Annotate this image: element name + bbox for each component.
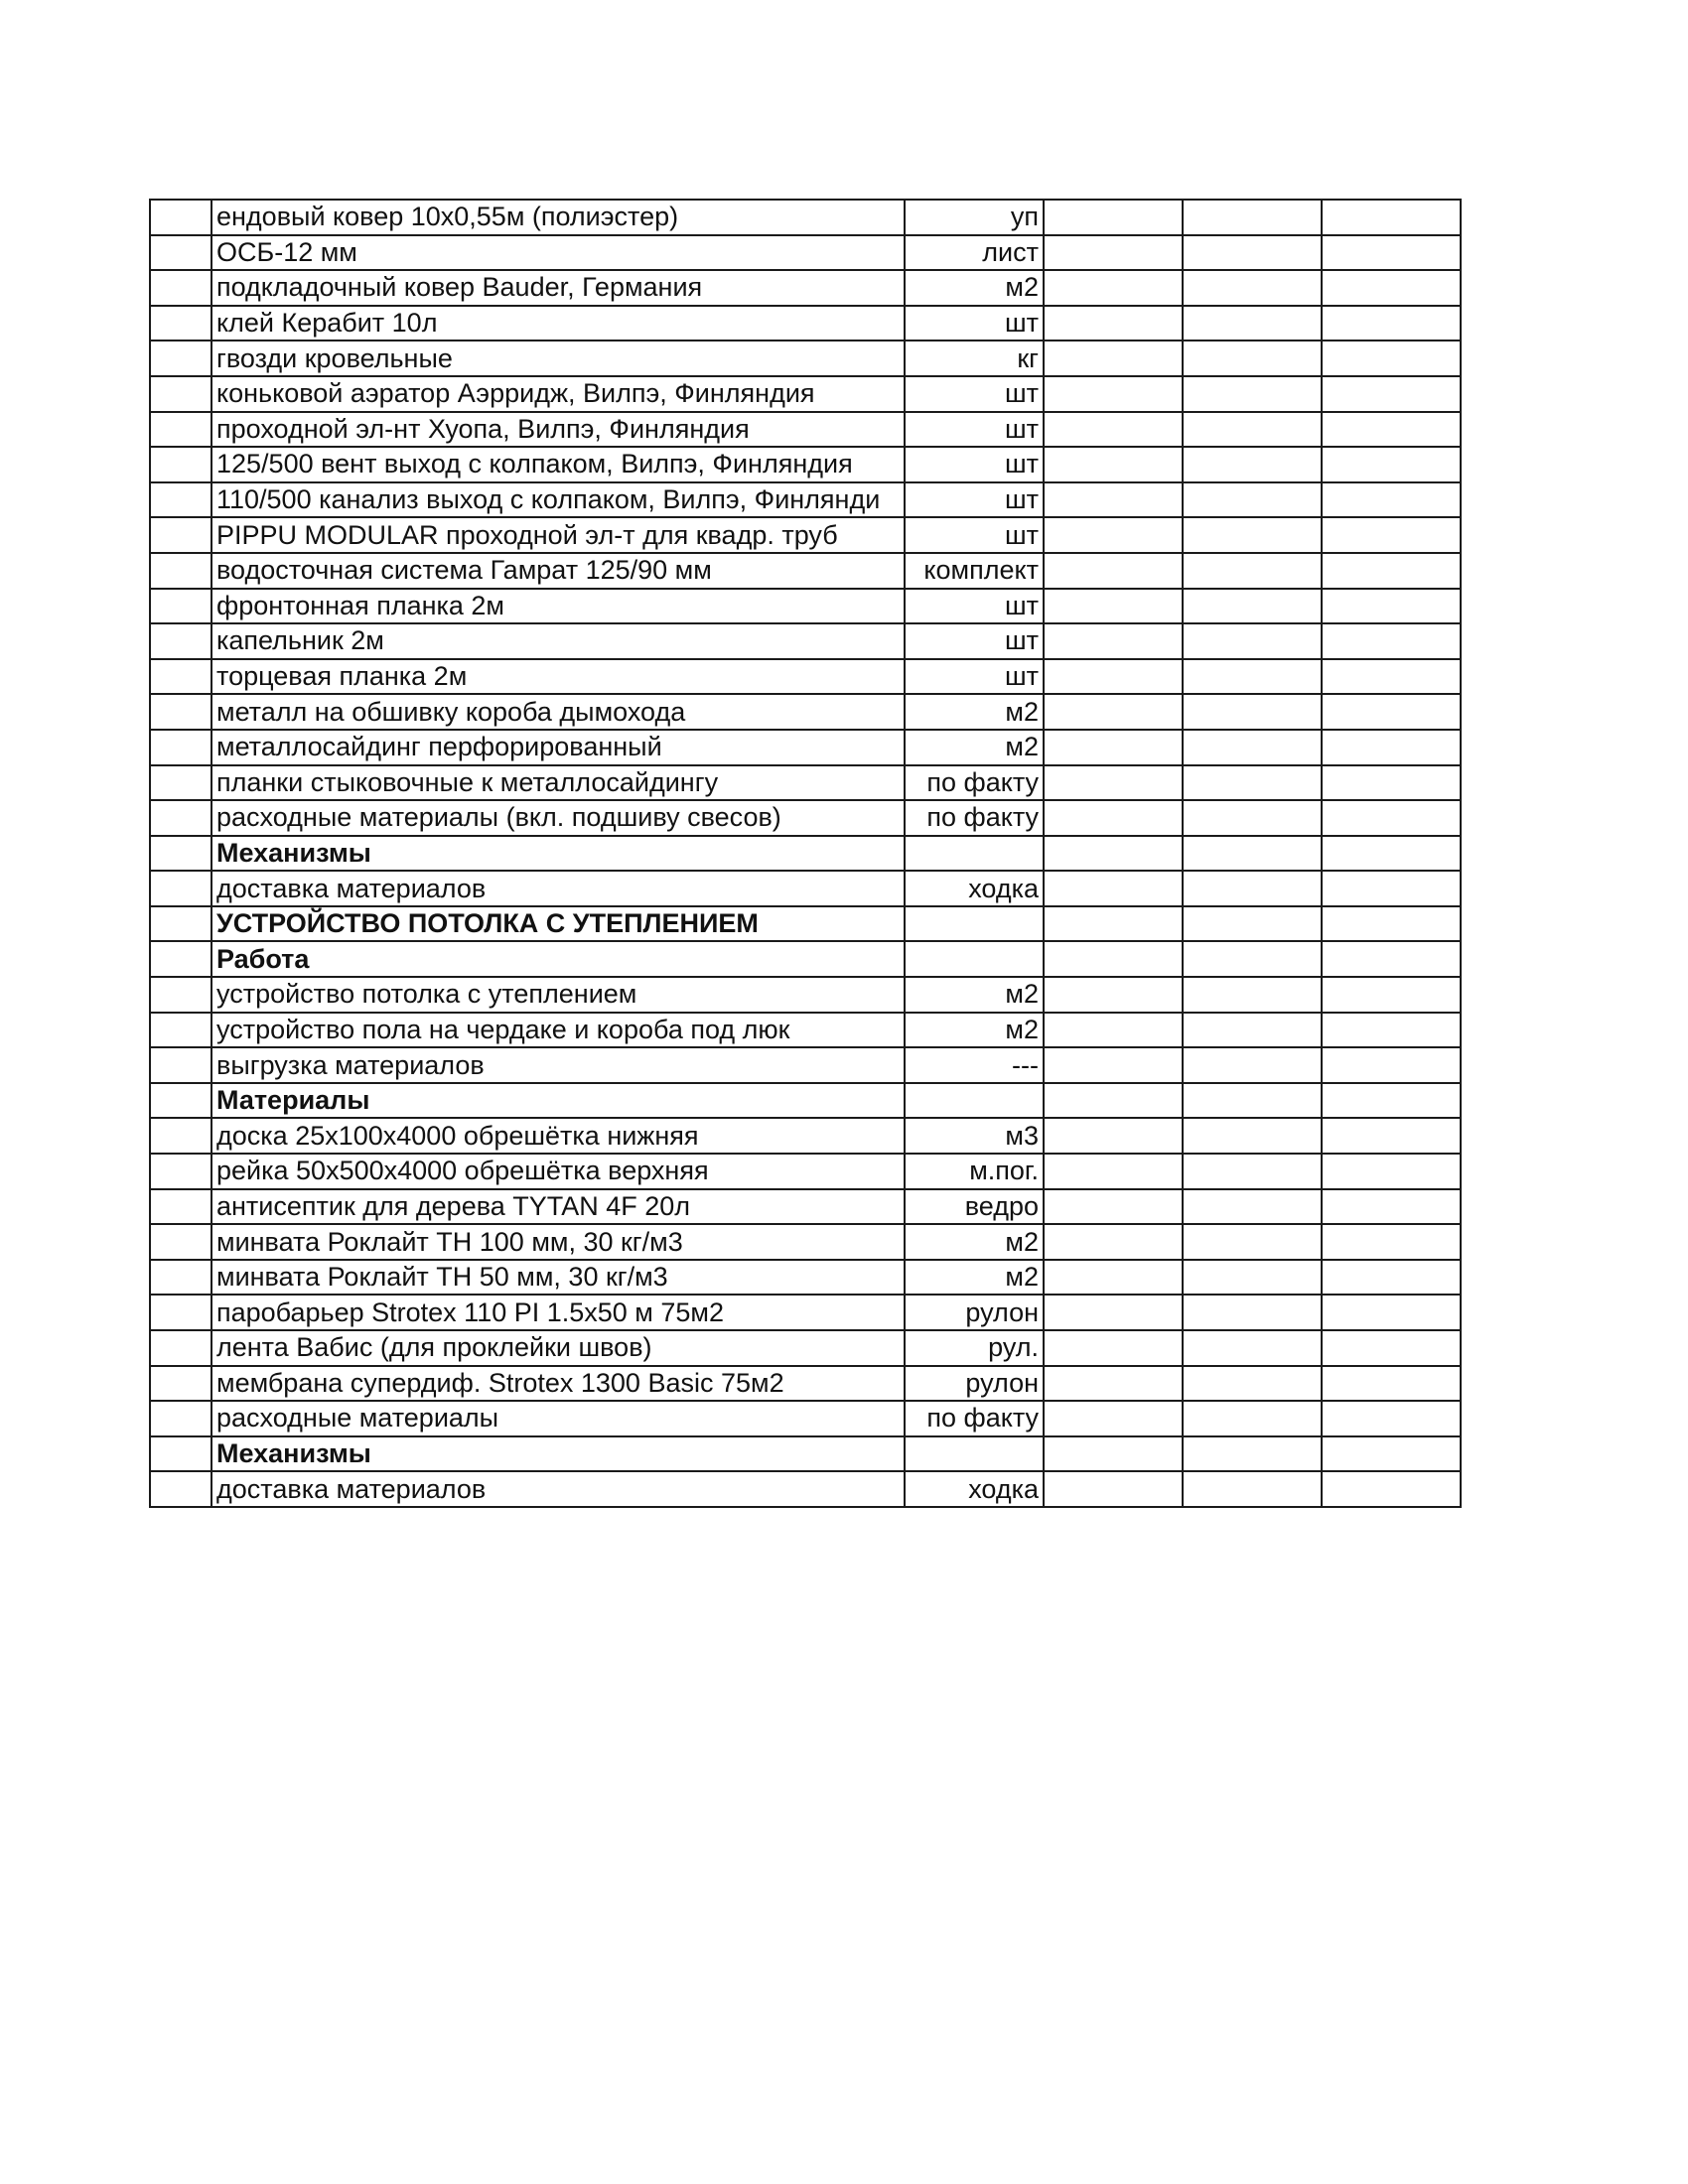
price-cell: [1183, 1366, 1322, 1402]
group-header-row: [150, 1083, 1461, 1119]
item-name-cell: клей Керабит 10л: [211, 306, 905, 341]
table-row: [150, 765, 1461, 801]
quantity-cell: [1044, 1224, 1183, 1260]
row-number-cell: [150, 270, 211, 306]
quantity-cell: [1044, 1436, 1183, 1472]
total-cell: [1322, 589, 1461, 624]
row-number-cell: [150, 1189, 211, 1225]
price-cell: [1183, 1401, 1322, 1436]
item-name-cell: планки стыковочные к металлосайдингу: [211, 765, 905, 801]
unit-cell: м2: [905, 1224, 1044, 1260]
row-number-cell: [150, 1401, 211, 1436]
row-number-cell: [150, 447, 211, 482]
quantity-cell: [1044, 589, 1183, 624]
table-row: [150, 977, 1461, 1013]
item-name-cell: 125/500 вент выход с колпаком, Вилпэ, Финляндия: [211, 447, 905, 482]
row-number-cell: [150, 1295, 211, 1330]
unit-cell: по факту: [905, 765, 1044, 801]
row-number-cell: [150, 306, 211, 341]
quantity-cell: [1044, 412, 1183, 448]
unit-cell: м2: [905, 730, 1044, 765]
price-cell: [1183, 906, 1322, 942]
row-number-cell: [150, 412, 211, 448]
quantity-cell: [1044, 836, 1183, 872]
total-cell: [1322, 836, 1461, 872]
quantity-cell: [1044, 553, 1183, 589]
row-number-cell: [150, 871, 211, 906]
unit-cell: рулон: [905, 1366, 1044, 1402]
item-name-cell: доставка материалов: [211, 1471, 905, 1507]
price-cell: [1183, 447, 1322, 482]
quantity-cell: [1044, 871, 1183, 906]
price-cell: [1183, 659, 1322, 695]
quantity-cell: [1044, 1189, 1183, 1225]
total-cell: [1322, 1366, 1461, 1402]
unit-cell: [905, 836, 1044, 872]
row-number-cell: [150, 1471, 211, 1507]
item-name-cell: металлосайдинг перфорированный: [211, 730, 905, 765]
item-name-cell: устройство пола на чердаке и короба под люк: [211, 1013, 905, 1048]
item-name-cell: 110/500 канализ выход с колпаком, Вилпэ, Финлянди: [211, 482, 905, 518]
unit-cell: [905, 1083, 1044, 1119]
unit-cell: м2: [905, 1013, 1044, 1048]
quantity-cell: [1044, 694, 1183, 730]
group-header-row: [150, 941, 1461, 977]
price-cell: [1183, 800, 1322, 836]
price-cell: [1183, 1083, 1322, 1119]
total-cell: [1322, 941, 1461, 977]
section-title-row: [150, 906, 1461, 942]
unit-cell: ходка: [905, 1471, 1044, 1507]
item-name-cell: устройство потолка с утеплением: [211, 977, 905, 1013]
unit-cell: уп: [905, 200, 1044, 235]
total-cell: [1322, 906, 1461, 942]
price-cell: [1183, 1118, 1322, 1154]
price-cell: [1183, 765, 1322, 801]
item-name-cell: расходные материалы (вкл. подшиву свесов): [211, 800, 905, 836]
quantity-cell: [1044, 341, 1183, 376]
total-cell: [1322, 1260, 1461, 1296]
item-name-cell: водосточная система Гамрат 125/90 мм: [211, 553, 905, 589]
quantity-cell: [1044, 765, 1183, 801]
total-cell: [1322, 765, 1461, 801]
row-number-cell: [150, 659, 211, 695]
item-name-cell: лента Вабис (для проклейки швов): [211, 1330, 905, 1366]
quantity-cell: [1044, 1366, 1183, 1402]
total-cell: [1322, 871, 1461, 906]
price-cell: [1183, 482, 1322, 518]
unit-cell: кг: [905, 341, 1044, 376]
quantity-cell: [1044, 447, 1183, 482]
table-row: [150, 1295, 1461, 1330]
unit-cell: м2: [905, 1260, 1044, 1296]
row-number-cell: [150, 517, 211, 553]
row-number-cell: [150, 1083, 211, 1119]
price-cell: [1183, 200, 1322, 235]
group-header-row: [150, 836, 1461, 872]
unit-cell: лист: [905, 235, 1044, 271]
unit-cell: шт: [905, 623, 1044, 659]
group-header-row: [150, 1436, 1461, 1472]
row-number-cell: [150, 1047, 211, 1083]
price-cell: [1183, 977, 1322, 1013]
row-number-cell: [150, 1330, 211, 1366]
row-number-cell: [150, 977, 211, 1013]
row-number-cell: [150, 482, 211, 518]
quantity-cell: [1044, 376, 1183, 412]
section-title: УСТРОЙСТВО ПОТОЛКА С УТЕПЛЕНИЕМ: [211, 906, 905, 942]
table-row: [150, 1013, 1461, 1048]
row-number-cell: [150, 941, 211, 977]
unit-cell: шт: [905, 447, 1044, 482]
unit-cell: шт: [905, 306, 1044, 341]
total-cell: [1322, 1401, 1461, 1436]
item-name-cell: фронтонная планка 2м: [211, 589, 905, 624]
item-name-cell: гвозди кровельные: [211, 341, 905, 376]
row-number-cell: [150, 1224, 211, 1260]
price-cell: [1183, 1224, 1322, 1260]
quantity-cell: [1044, 659, 1183, 695]
price-cell: [1183, 1330, 1322, 1366]
table-row: [150, 1154, 1461, 1189]
item-name-cell: выгрузка материалов: [211, 1047, 905, 1083]
price-cell: [1183, 376, 1322, 412]
row-number-cell: [150, 1013, 211, 1048]
quantity-cell: [1044, 1260, 1183, 1296]
total-cell: [1322, 659, 1461, 695]
quantity-cell: [1044, 1401, 1183, 1436]
table-row: [150, 659, 1461, 695]
price-cell: [1183, 1154, 1322, 1189]
row-number-cell: [150, 906, 211, 942]
total-cell: [1322, 235, 1461, 271]
item-name-cell: антисептик для дерева TYTAN 4F 20л: [211, 1189, 905, 1225]
table-row: [150, 517, 1461, 553]
row-number-cell: [150, 1154, 211, 1189]
unit-cell: шт: [905, 589, 1044, 624]
group-header: Механизмы: [211, 836, 905, 872]
table-row: [150, 235, 1461, 271]
row-number-cell: [150, 589, 211, 624]
item-name-cell: минвата Роклайт ТН 50 мм, 30 кг/м3: [211, 1260, 905, 1296]
total-cell: [1322, 1330, 1461, 1366]
item-name-cell: доставка материалов: [211, 871, 905, 906]
quantity-cell: [1044, 1047, 1183, 1083]
row-number-cell: [150, 765, 211, 801]
price-cell: [1183, 270, 1322, 306]
quantity-cell: [1044, 1330, 1183, 1366]
item-name-cell: рейка 50х500х4000 обрешётка верхняя: [211, 1154, 905, 1189]
table-row: [150, 270, 1461, 306]
total-cell: [1322, 1047, 1461, 1083]
unit-cell: шт: [905, 659, 1044, 695]
price-cell: [1183, 412, 1322, 448]
quantity-cell: [1044, 1471, 1183, 1507]
table-row: [150, 1401, 1461, 1436]
total-cell: [1322, 341, 1461, 376]
price-cell: [1183, 1047, 1322, 1083]
price-cell: [1183, 694, 1322, 730]
price-cell: [1183, 623, 1322, 659]
row-number-cell: [150, 376, 211, 412]
table-row: [150, 694, 1461, 730]
group-header: Механизмы: [211, 1436, 905, 1472]
item-name-cell: ОСБ-12 мм: [211, 235, 905, 271]
row-number-cell: [150, 235, 211, 271]
price-cell: [1183, 1189, 1322, 1225]
item-name-cell: капельник 2м: [211, 623, 905, 659]
unit-cell: [905, 906, 1044, 942]
quantity-cell: [1044, 800, 1183, 836]
estimate-table-body: [150, 200, 1461, 1507]
item-name-cell: доска 25х100х4000 обрешётка нижняя: [211, 1118, 905, 1154]
estimate-table: [149, 199, 1462, 1508]
unit-cell: ---: [905, 1047, 1044, 1083]
quantity-cell: [1044, 730, 1183, 765]
unit-cell: м3: [905, 1118, 1044, 1154]
price-cell: [1183, 836, 1322, 872]
unit-cell: ходка: [905, 871, 1044, 906]
item-name-cell: коньковой аэратор Аэрридж, Вилпэ, Финляндия: [211, 376, 905, 412]
total-cell: [1322, 1083, 1461, 1119]
item-name-cell: металл на обшивку короба дымохода: [211, 694, 905, 730]
unit-cell: [905, 941, 1044, 977]
table-row: [150, 871, 1461, 906]
unit-cell: м.пог.: [905, 1154, 1044, 1189]
total-cell: [1322, 800, 1461, 836]
row-number-cell: [150, 694, 211, 730]
row-number-cell: [150, 800, 211, 836]
unit-cell: по факту: [905, 800, 1044, 836]
total-cell: [1322, 200, 1461, 235]
price-cell: [1183, 341, 1322, 376]
total-cell: [1322, 482, 1461, 518]
quantity-cell: [1044, 941, 1183, 977]
table-row: [150, 200, 1461, 235]
unit-cell: комплект: [905, 553, 1044, 589]
unit-cell: м2: [905, 270, 1044, 306]
table-row: [150, 376, 1461, 412]
row-number-cell: [150, 836, 211, 872]
row-number-cell: [150, 1118, 211, 1154]
quantity-cell: [1044, 1083, 1183, 1119]
total-cell: [1322, 1224, 1461, 1260]
quantity-cell: [1044, 200, 1183, 235]
price-cell: [1183, 1260, 1322, 1296]
quantity-cell: [1044, 306, 1183, 341]
unit-cell: рул.: [905, 1330, 1044, 1366]
price-cell: [1183, 871, 1322, 906]
unit-cell: м2: [905, 694, 1044, 730]
row-number-cell: [150, 553, 211, 589]
unit-cell: по факту: [905, 1401, 1044, 1436]
table-row: [150, 1118, 1461, 1154]
total-cell: [1322, 412, 1461, 448]
quantity-cell: [1044, 906, 1183, 942]
item-name-cell: проходной эл-нт Хуопа, Вилпэ, Финляндия: [211, 412, 905, 448]
row-number-cell: [150, 730, 211, 765]
total-cell: [1322, 376, 1461, 412]
unit-cell: ведро: [905, 1189, 1044, 1225]
unit-cell: шт: [905, 517, 1044, 553]
table-row: [150, 306, 1461, 341]
quantity-cell: [1044, 977, 1183, 1013]
row-number-cell: [150, 200, 211, 235]
table-row: [150, 1047, 1461, 1083]
quantity-cell: [1044, 482, 1183, 518]
total-cell: [1322, 623, 1461, 659]
total-cell: [1322, 1189, 1461, 1225]
total-cell: [1322, 553, 1461, 589]
total-cell: [1322, 1118, 1461, 1154]
quantity-cell: [1044, 1118, 1183, 1154]
quantity-cell: [1044, 1295, 1183, 1330]
total-cell: [1322, 694, 1461, 730]
item-name-cell: торцевая планка 2м: [211, 659, 905, 695]
unit-cell: шт: [905, 376, 1044, 412]
price-cell: [1183, 517, 1322, 553]
price-cell: [1183, 941, 1322, 977]
price-cell: [1183, 730, 1322, 765]
total-cell: [1322, 1471, 1461, 1507]
item-name-cell: подкладочный ковер Bauder, Германия: [211, 270, 905, 306]
table-row: [150, 1224, 1461, 1260]
table-row: [150, 447, 1461, 482]
row-number-cell: [150, 623, 211, 659]
table-row: [150, 412, 1461, 448]
unit-cell: [905, 1436, 1044, 1472]
price-cell: [1183, 589, 1322, 624]
quantity-cell: [1044, 1013, 1183, 1048]
quantity-cell: [1044, 270, 1183, 306]
unit-cell: м2: [905, 977, 1044, 1013]
table-row: [150, 1471, 1461, 1507]
table-row: [150, 553, 1461, 589]
total-cell: [1322, 517, 1461, 553]
table-row: [150, 1366, 1461, 1402]
price-cell: [1183, 1436, 1322, 1472]
item-name-cell: мембрана супердиф. Strotex 1300 Basic 75м2: [211, 1366, 905, 1402]
item-name-cell: расходные материалы: [211, 1401, 905, 1436]
total-cell: [1322, 306, 1461, 341]
row-number-cell: [150, 1260, 211, 1296]
total-cell: [1322, 730, 1461, 765]
total-cell: [1322, 1295, 1461, 1330]
price-cell: [1183, 235, 1322, 271]
total-cell: [1322, 1436, 1461, 1472]
total-cell: [1322, 1013, 1461, 1048]
table-row: [150, 730, 1461, 765]
quantity-cell: [1044, 235, 1183, 271]
total-cell: [1322, 977, 1461, 1013]
quantity-cell: [1044, 1154, 1183, 1189]
row-number-cell: [150, 1436, 211, 1472]
table-row: [150, 1189, 1461, 1225]
quantity-cell: [1044, 517, 1183, 553]
price-cell: [1183, 1013, 1322, 1048]
price-cell: [1183, 553, 1322, 589]
table-row: [150, 623, 1461, 659]
total-cell: [1322, 447, 1461, 482]
row-number-cell: [150, 341, 211, 376]
table-row: [150, 589, 1461, 624]
row-number-cell: [150, 1366, 211, 1402]
unit-cell: рулон: [905, 1295, 1044, 1330]
table-row: [150, 800, 1461, 836]
price-cell: [1183, 1295, 1322, 1330]
unit-cell: шт: [905, 482, 1044, 518]
quantity-cell: [1044, 623, 1183, 659]
group-header: Работа: [211, 941, 905, 977]
total-cell: [1322, 1154, 1461, 1189]
price-cell: [1183, 1471, 1322, 1507]
item-name-cell: паробарьер Strotex 110 PI 1.5х50 м 75м2: [211, 1295, 905, 1330]
group-header: Материалы: [211, 1083, 905, 1119]
table-row: [150, 1260, 1461, 1296]
table-row: [150, 1330, 1461, 1366]
item-name-cell: минвата Роклайт ТН 100 мм, 30 кг/м3: [211, 1224, 905, 1260]
table-row: [150, 482, 1461, 518]
price-cell: [1183, 306, 1322, 341]
table-row: [150, 341, 1461, 376]
unit-cell: шт: [905, 412, 1044, 448]
item-name-cell: ендовый ковер 10х0,55м (полиэстер): [211, 200, 905, 235]
total-cell: [1322, 270, 1461, 306]
item-name-cell: PIPPU MODULAR проходной эл-т для квадр. труб: [211, 517, 905, 553]
